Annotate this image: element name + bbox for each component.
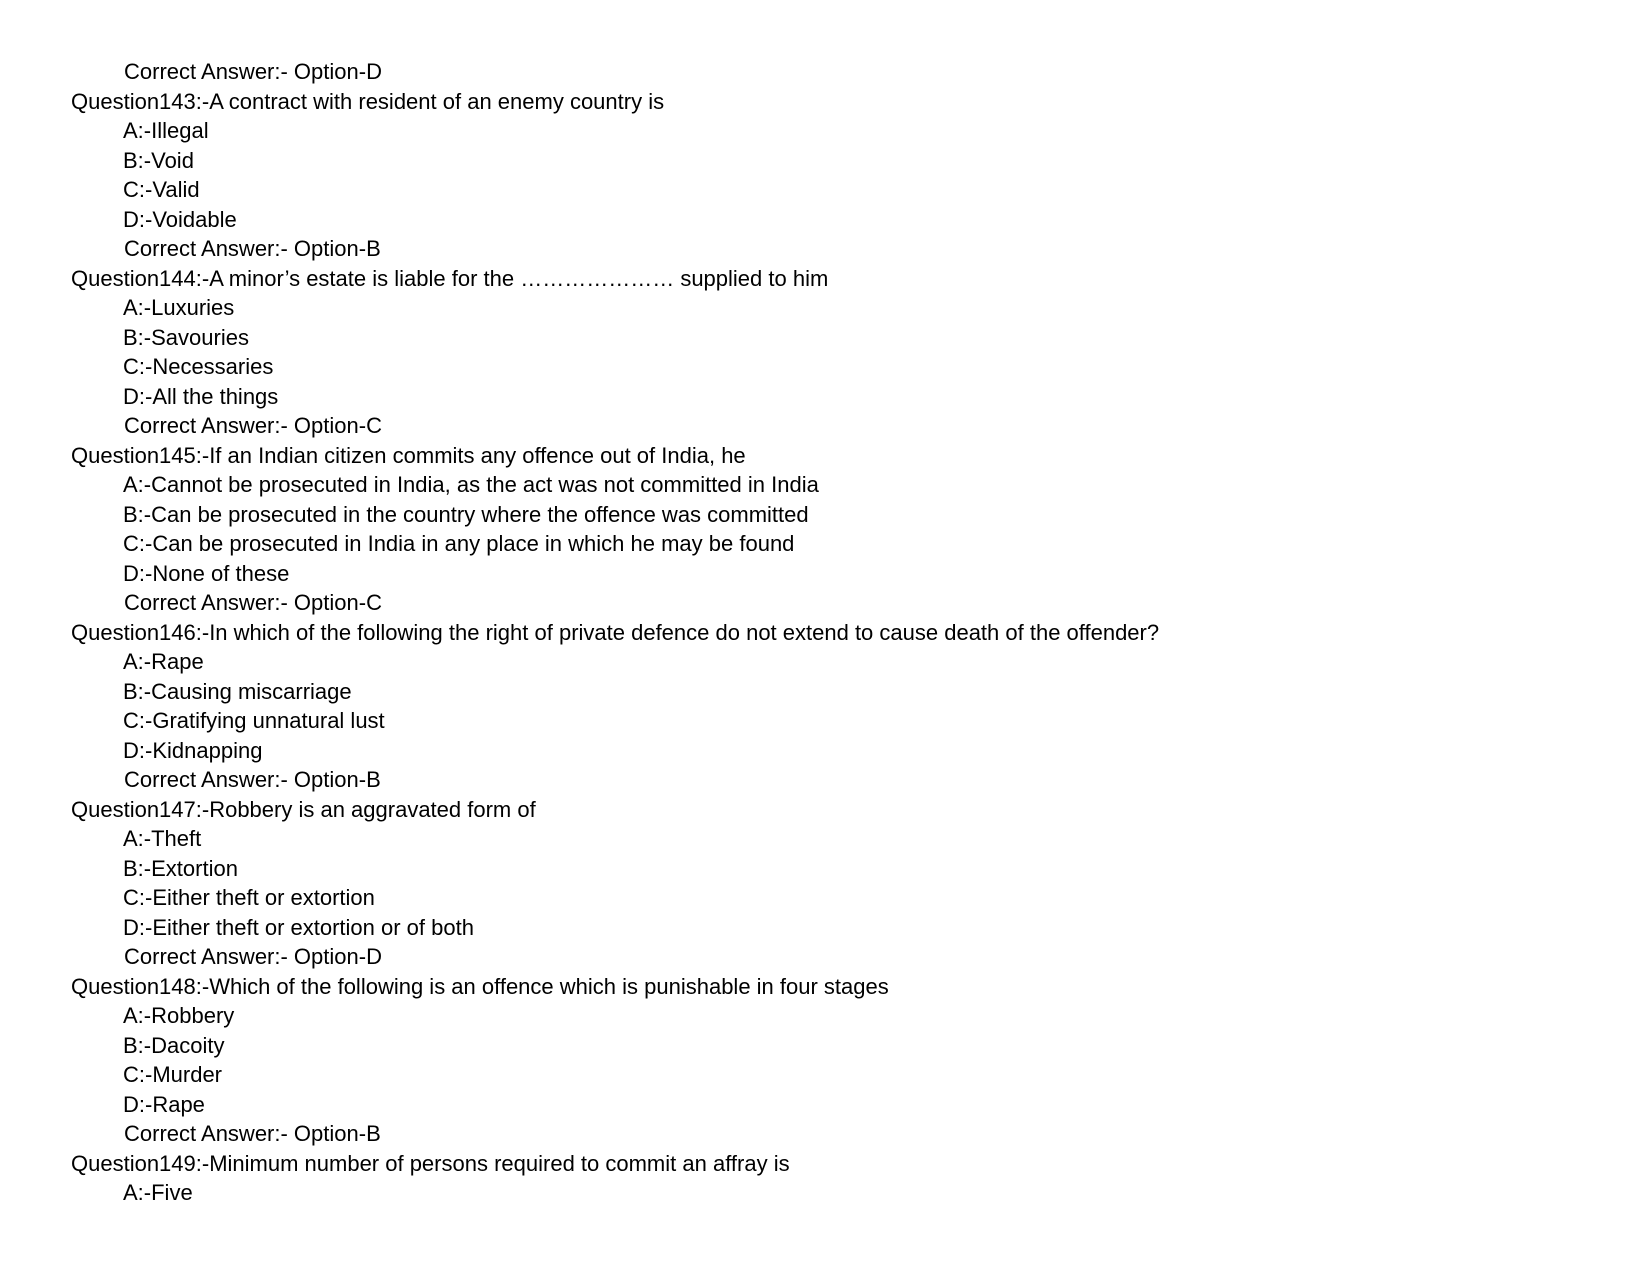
option-a: A:-Luxuries bbox=[123, 295, 235, 320]
option-b: B:-Void bbox=[123, 147, 194, 173]
option-c: C:-Valid bbox=[123, 177, 200, 202]
correct-answer-text: Correct Answer:- Option-D bbox=[124, 59, 382, 84]
question-block bbox=[0, 87, 1652, 264]
option-a: A:-Five bbox=[123, 1180, 193, 1205]
question-text: Question148:-Which of the following is an offence which is punishable in four stages bbox=[71, 973, 889, 999]
correct-answer-text: Correct Answer:- Option-C bbox=[124, 413, 382, 438]
correct-answer-text: Correct Answer:- Option-B bbox=[124, 1121, 381, 1146]
question-block bbox=[0, 795, 1652, 972]
question-block bbox=[0, 441, 1652, 618]
option-d: D:-Either theft or extortion or of both bbox=[123, 914, 474, 940]
option-b: B:-Can be prosecuted in the country where the offence was committed bbox=[123, 501, 809, 527]
option-a: A:-Rape bbox=[123, 649, 204, 674]
option-c: C:-Either theft or extortion bbox=[123, 885, 375, 910]
question-text: Question145:-If an Indian citizen commits any offence out of India, he bbox=[71, 442, 746, 468]
option-d: D:-Kidnapping bbox=[123, 737, 263, 763]
option-d: D:-None of these bbox=[123, 560, 290, 586]
option-a: A:-Theft bbox=[123, 826, 202, 851]
option-b: B:-Extortion bbox=[123, 855, 238, 881]
option-b: B:-Savouries bbox=[123, 324, 249, 350]
option-a: A:-Illegal bbox=[123, 118, 209, 143]
document-page bbox=[0, 57, 1652, 1208]
option-a: A:-Robbery bbox=[123, 1003, 235, 1028]
question-block bbox=[0, 1149, 1652, 1208]
question-block bbox=[0, 972, 1652, 1149]
correct-answer-text: Correct Answer:- Option-B bbox=[124, 767, 381, 792]
correct-answer-text: Correct Answer:- Option-C bbox=[124, 590, 382, 615]
question-text: Question146:-In which of the following the right of private defence do not extend to cause death of the offender? bbox=[71, 619, 1160, 645]
option-b: B:-Causing miscarriage bbox=[123, 678, 352, 704]
option-c: C:-Gratifying unnatural lust bbox=[123, 708, 385, 733]
question-text: Question143:-A contract with resident of an enemy country is bbox=[71, 88, 665, 114]
option-c: C:-Can be prosecuted in India in any place in which he may be found bbox=[123, 531, 795, 556]
question-text: Question144:-A minor’s estate is liable for the ………………… supplied to him bbox=[71, 265, 829, 291]
option-c: C:-Necessaries bbox=[123, 354, 274, 379]
question-block bbox=[0, 264, 1652, 441]
question-block bbox=[0, 618, 1652, 795]
correct-answer-text: Correct Answer:- Option-D bbox=[124, 944, 382, 969]
option-c: C:-Murder bbox=[123, 1062, 223, 1087]
option-d: D:-All the things bbox=[123, 383, 279, 409]
option-a: A:-Cannot be prosecuted in India, as the act was not committed in India bbox=[123, 472, 819, 497]
option-d: D:-Voidable bbox=[123, 206, 237, 232]
option-d: D:-Rape bbox=[123, 1091, 205, 1117]
question-text: Question147:-Robbery is an aggravated form of bbox=[71, 796, 536, 822]
question-text: Question149:-Minimum number of persons required to commit an affray is bbox=[71, 1150, 790, 1176]
option-b: B:-Dacoity bbox=[123, 1032, 225, 1058]
correct-answer-text: Correct Answer:- Option-B bbox=[124, 236, 381, 261]
